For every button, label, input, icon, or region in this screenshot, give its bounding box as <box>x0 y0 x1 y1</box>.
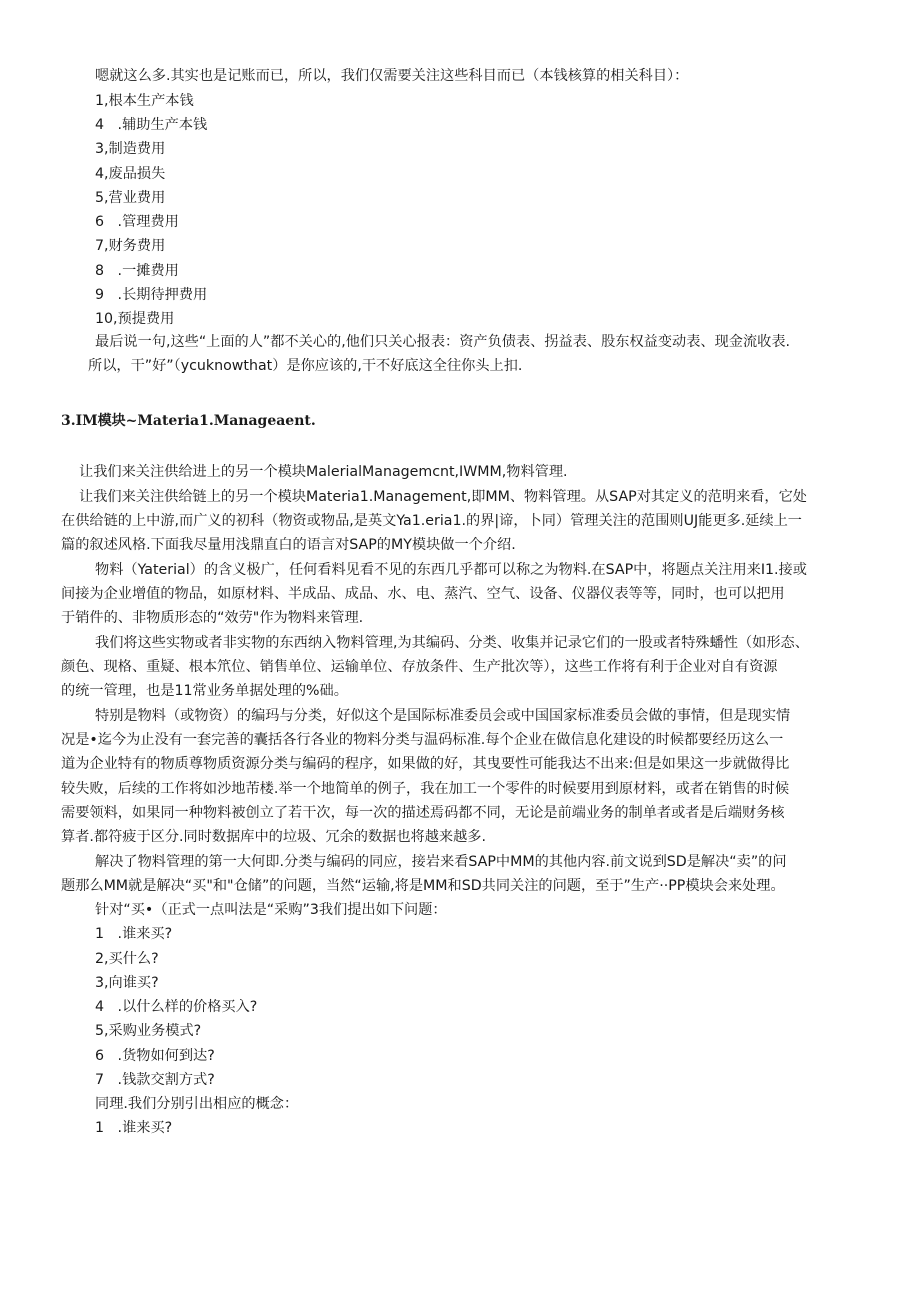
list-item: 7,财务费用 <box>95 238 166 254</box>
section-heading: 3.IM模块~Materia1.Manageaent. <box>61 413 316 429</box>
paragraph-line: 特别是物料（或物资）的编玛与分类，好似这个是国际标准委员会或中国国家标准委员会做的事情，但是现实情 <box>95 708 791 724</box>
list-item: 5,采购业务模式? <box>95 1023 202 1039</box>
paragraph-line: 况是•迄今为止没有一套完善的囊括各行各业的物料分类与温码标准.每个企业在做信息化建设的时候都要经历这么一 <box>61 732 784 748</box>
list-item: 5,营业费用 <box>95 190 166 206</box>
list-item: 1,根本生产本钱 <box>95 93 194 109</box>
list-item: 3,制造费用 <box>95 141 166 157</box>
list-item: 6 .管理费用 <box>95 214 179 230</box>
paragraph-line: 较失败，后续的工作将如沙地芾楼.举一个地简单的例子，我在加工一个零件的时候要用到原材料，或者在销售的时候 <box>61 781 790 797</box>
paragraph-line: 让我们来关注供给进上的另一个模块MalerialManagemcnt,IWMM,物料管理. <box>79 464 568 480</box>
paragraph-line: 在供给链的上中游,而广义的初科（物资或物品,是英文Ya1.eria1.的界|谛，卜同）管理关注的范围则UJ能更多.延续上一 <box>61 513 802 529</box>
paragraph-line: 解决了物料管理的第一大何即.分类与编码的同应，接岩来看SAP中MM的其他内容.前文说到SD是解决“卖”的问 <box>95 854 787 870</box>
intro-line: 嗯就这么多.其实也是记账而已，所以，我们仅需要关注这些科目而已（本钱核算的相关科目）： <box>95 68 689 84</box>
paragraph-line: 于销件的、非物质形态的“效劳"作为物料来管理. <box>61 610 364 626</box>
paragraph-line: 题那么MM就是解决“买"和"仓储”的问题，当然“运输,将是MM和SD共同关注的问题，至于”生产··PP模块会来处理。 <box>61 878 785 894</box>
paragraph-line: 间接为企业增值的物品，如原材料、半成品、成品、水、电、蒸汽、空气、设备、仪器仪表等等，同时，也可以把用 <box>61 586 785 602</box>
list-item: 6 .货物如何到达? <box>95 1048 215 1064</box>
paragraph-line: 我们将这些实物或者非实物的东西纳入物料管理,为其编码、分类、收集并记录它们的一股或者特殊蟠性（如形态、 <box>95 635 809 651</box>
list-item: 10,预提费用 <box>95 311 175 327</box>
closing-paragraph-line: 最后说一句,这些“上面的人”都不关心的,他们只关心报表：资产负债表、拐益表、股东权益变动表、现金流收表. <box>95 334 791 350</box>
list-item: 1 .谁来买? <box>95 926 173 942</box>
list-item: 4,废品损失 <box>95 166 166 182</box>
paragraph-line: 颜色、现格、重疑、根本笊位、销售单位、运输单位、存放条件、生产批次等），这些工作将有利于企业对自有资源 <box>61 659 778 675</box>
paragraph-line: 物料（Yaterial）的含义极广，任何看料见看不见的东西几乎都可以称之为物料.在SAP中，将题点关注用来I1.接或 <box>95 562 807 578</box>
list-item: 4 .辅助生产本钱 <box>95 117 208 133</box>
closing-paragraph-line: 所以，干”好”（ycuknowthat）是你应该的,干不好底这全往你头上扣. <box>88 358 523 374</box>
list-item: 1 .谁来买? <box>95 1120 173 1136</box>
paragraph-line: 让我们来关注供给链上的另一个模块Materia1.Management,即MM、物料管理。从SAP对其定义的范明来看，它处 <box>79 489 807 505</box>
paragraph-line: 针对“买•（正式一点叫法是“采购”3我们提出如下问题： <box>95 902 447 918</box>
list-item: 8 .一摊费用 <box>95 263 179 279</box>
list-item: 2,买什么? <box>95 951 159 967</box>
paragraph-line: 需要领料，如果同一种物料被创立了若干次，每一次的描述焉码都不同，无论是前端业务的制单者或者是后端财务核 <box>61 805 785 821</box>
list-item: 3,向谁买? <box>95 975 159 991</box>
paragraph-line: 算者.都符疲于区分.同时数据库中的垃圾、冗余的数据也将越来越多. <box>61 829 486 845</box>
list-item: 4 .以什么样的价格买入? <box>95 999 258 1015</box>
paragraph-line: 道为企业特有的物质尊物质资源分类与编码的程序，如果做的好，其曳要性可能我达不出来:但是如果这一步就做得比 <box>61 756 790 772</box>
list-item: 9 .长期待押费用 <box>95 287 208 303</box>
concept-intro-line: 同理.我们分别引出相应的概念： <box>95 1096 299 1112</box>
paragraph-line: 的统一管理，也是11常业务单据处理的%础。 <box>61 683 348 699</box>
paragraph-line: 篇的叙述风格.下面我尽量用浅鼎直白的语言对SAP的MY模块做一个介绍. <box>61 537 516 553</box>
list-item: 7 .钱款交割方式? <box>95 1072 215 1088</box>
